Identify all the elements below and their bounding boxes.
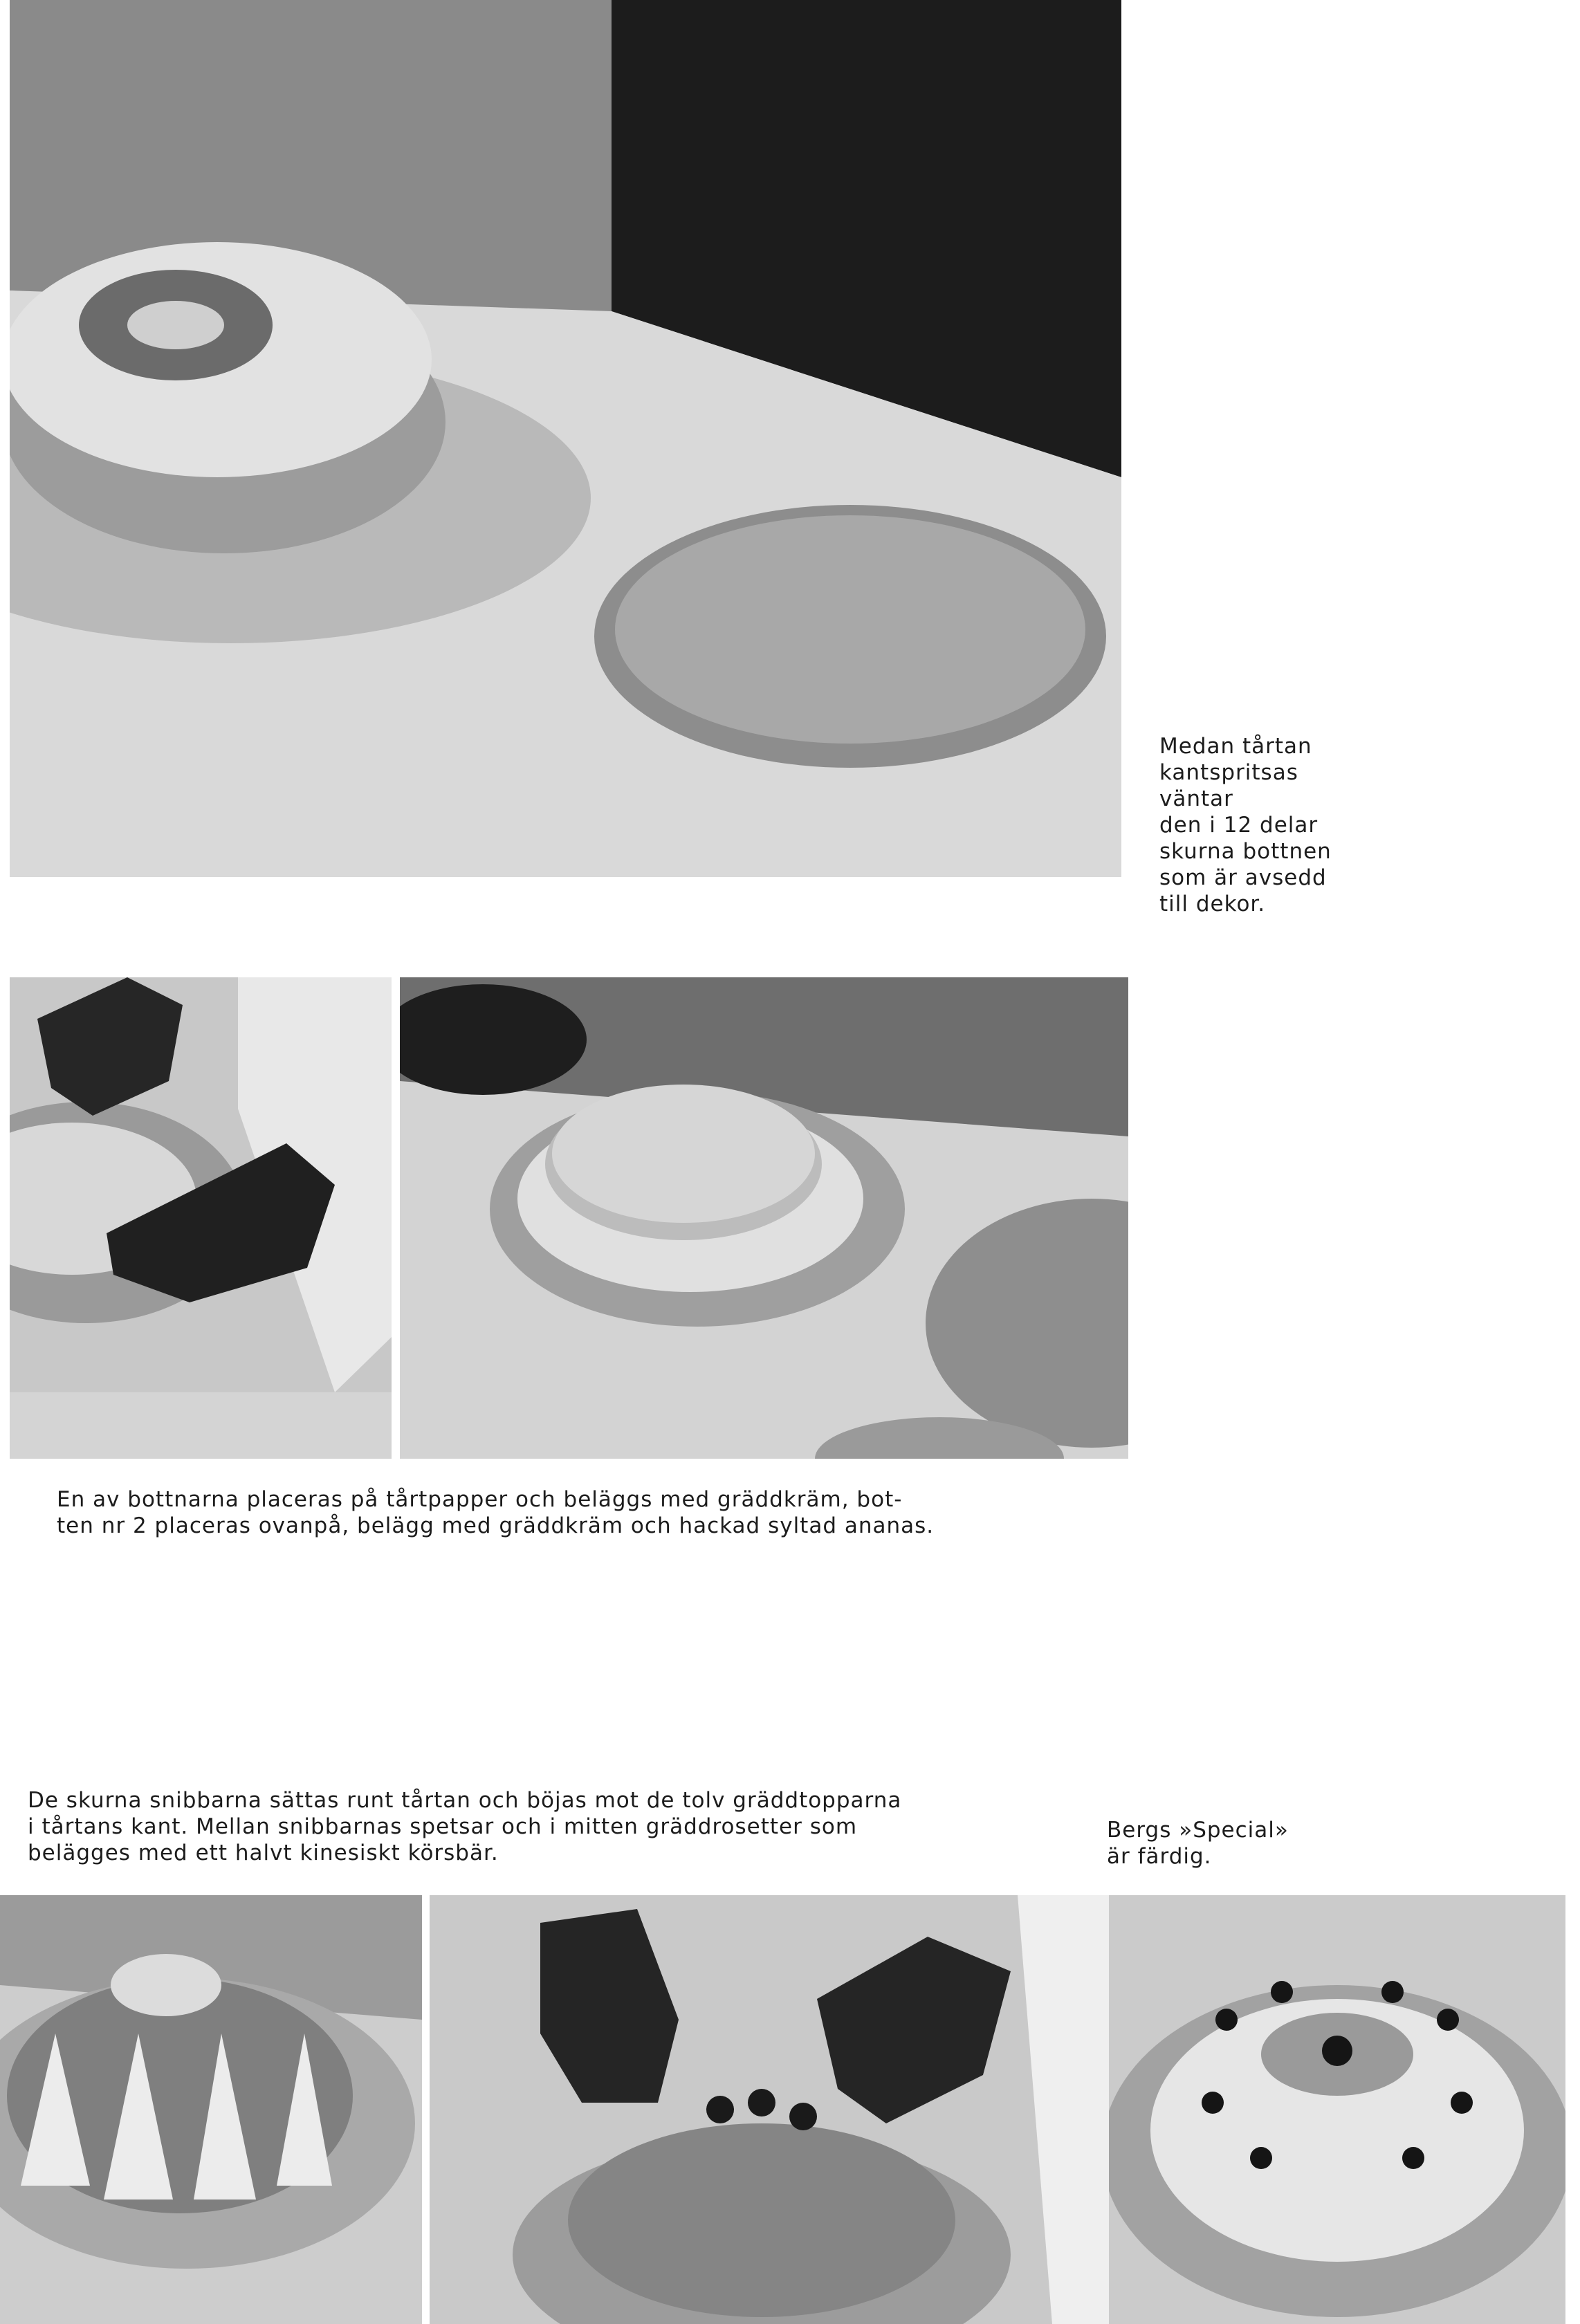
photo-finished-cake-art <box>1109 1895 1565 2324</box>
photo-placing-bottom <box>10 977 392 1459</box>
photo-layered-cake <box>400 977 1128 1459</box>
caption-wedges: De skurna snibbarna sättas runt tårtan och böjas mot de tolv gräddtopparna i tårtans kant. Mellan snibbarnas spetsar och i mitten gräddrosetter som belägges med ett halvt kinesiskt körsbär. <box>28 1788 902 1865</box>
photo-adjusting-wedges <box>430 1895 1121 2324</box>
photo-wedges-around <box>0 1895 422 2324</box>
photo-cake-layers-top-art <box>10 0 1121 877</box>
photo-cake-layers-top <box>10 0 1121 877</box>
caption-finished: Bergs »Special» är färdig. <box>1107 1818 1289 1869</box>
caption-decor-wait: Medan tårtan kantspritsas väntar den i 12 delar skurna bottnen som är avsedd till dekor. <box>1159 734 1332 916</box>
photo-finished-cake <box>1109 1895 1565 2324</box>
caption-layers: En av bottnarna placeras på tårtpapper och beläggs med gräddkräm, bot- ten nr 2 placeras ovanpå, belägg med gräddkräm och hackad syltad ananas. <box>57 1487 935 1538</box>
photo-adjusting-wedges-art <box>430 1895 1121 2324</box>
photo-placing-bottom-art <box>10 977 392 1459</box>
photo-layered-cake-art <box>400 977 1128 1459</box>
photo-wedges-around-art <box>0 1895 422 2324</box>
